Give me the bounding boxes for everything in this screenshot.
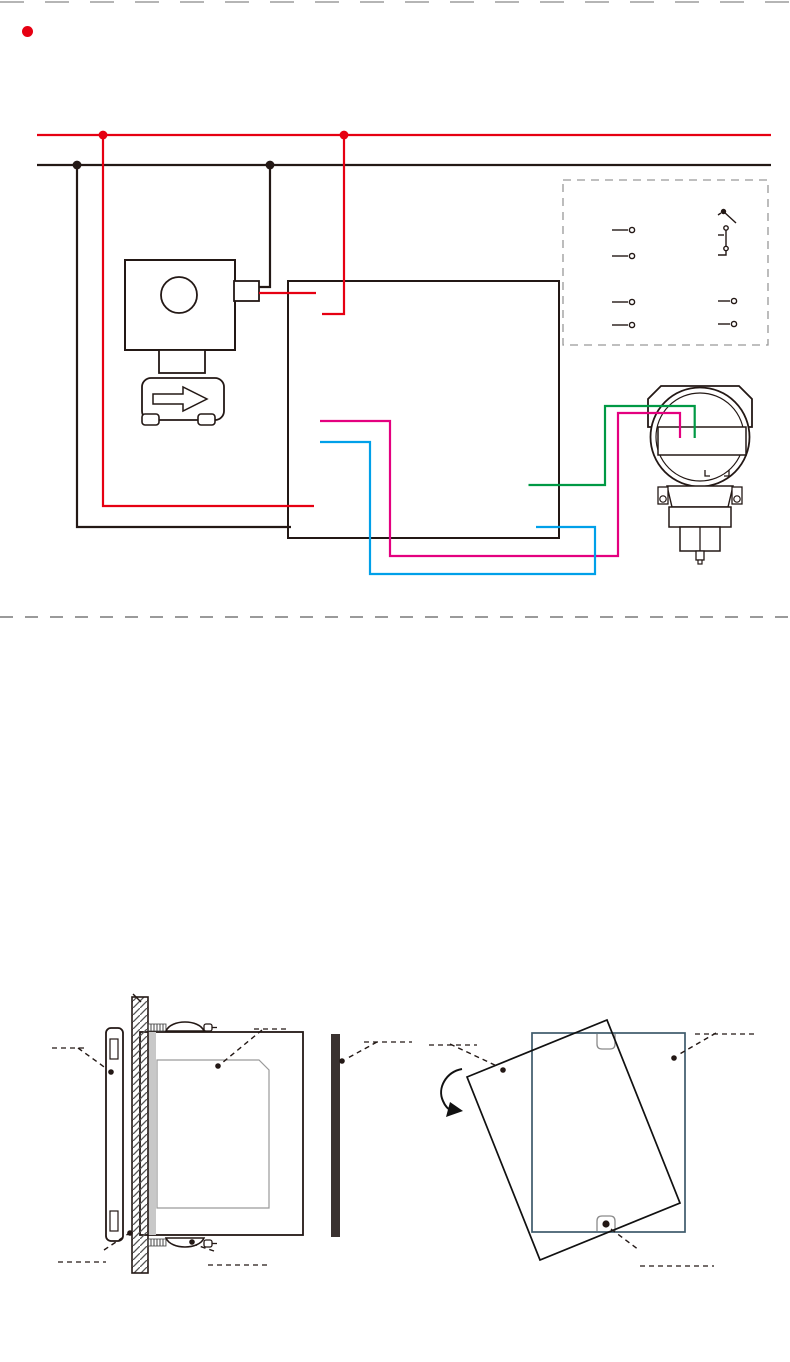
wiring-cover-bar [331, 1034, 340, 1237]
current-input-wires [612, 227, 635, 258]
junction-dot [99, 131, 108, 140]
junction-dot [340, 131, 349, 140]
panel-wall [132, 997, 148, 1273]
seal-gasket [148, 1032, 156, 1235]
fixing-bracket-top [166, 1022, 204, 1031]
wiring-diagram [0, 100, 790, 616]
note-item [52, 796, 772, 818]
label-area [157, 1060, 269, 1208]
rotate-arrowhead-icon [446, 1102, 463, 1117]
title-row [22, 26, 49, 37]
notes-list [52, 644, 772, 834]
note-item [52, 682, 772, 704]
clamp-screw-thread [148, 1024, 166, 1031]
legend-box [563, 180, 768, 345]
section-divider [0, 616, 790, 618]
installation-drawings [0, 955, 790, 1295]
note-item [52, 644, 772, 666]
instrument-rear-box [288, 281, 559, 538]
red-bullet-icon [22, 26, 33, 37]
fixing-bracket-bottom [166, 1238, 204, 1247]
dist-output-wires [612, 299, 635, 327]
note-item [52, 720, 772, 742]
alarm-output-wires [718, 210, 736, 256]
junction-dot [73, 161, 82, 170]
junction-dot [266, 161, 275, 170]
top-notch [597, 1034, 615, 1049]
rear-panel [532, 1033, 685, 1232]
clamp-screw-thread [148, 1239, 166, 1246]
rear-view-drawing [429, 1020, 755, 1266]
side-view-drawing [52, 994, 412, 1273]
note-item [52, 758, 772, 780]
solenoid-valve-drawing [125, 260, 259, 425]
fixing-screw-hole-dot [602, 1220, 609, 1227]
front-bezel [106, 1028, 123, 1241]
top-dashed-border [0, 1, 790, 3]
work-power-wires [718, 298, 737, 326]
n-to-valve-wire [259, 165, 270, 287]
